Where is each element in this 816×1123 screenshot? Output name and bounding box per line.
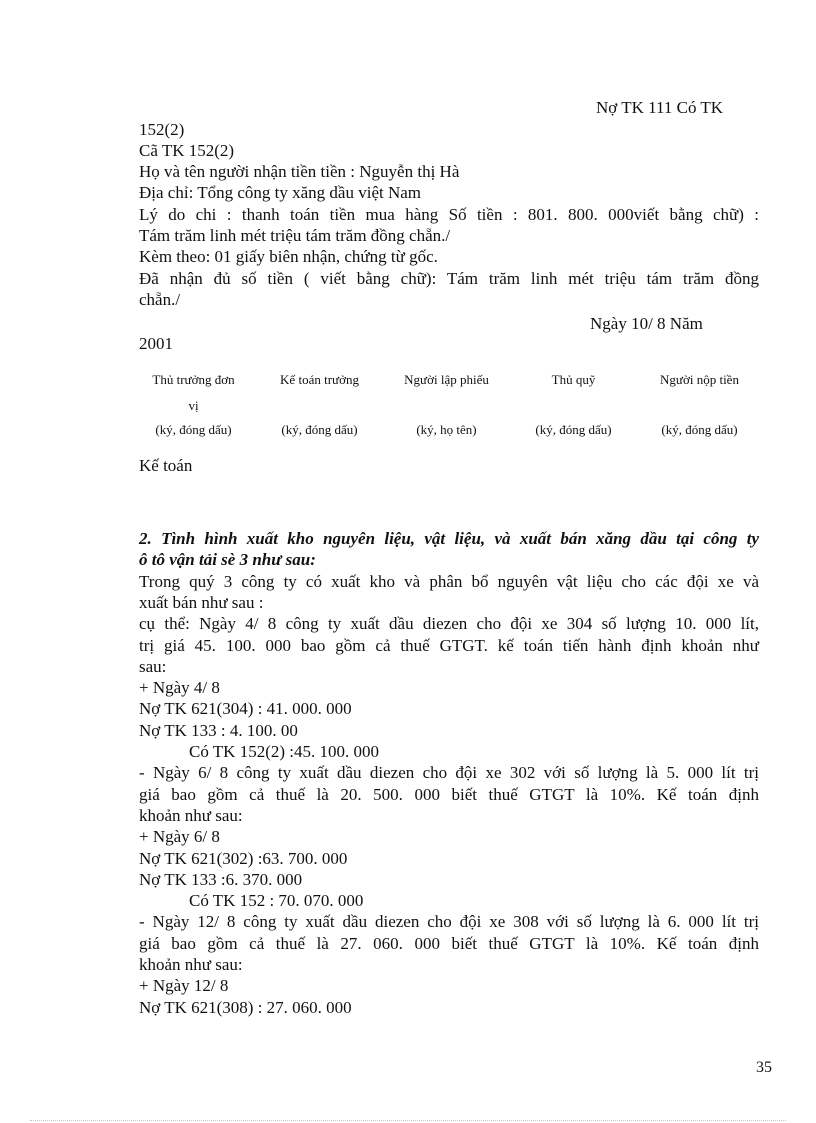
body-line-5: sau: <box>139 657 167 676</box>
signature-note: (ký, đóng dấu) <box>155 422 232 437</box>
body-line-4: trị giá 45. 100. 000 bao gồm cả thuế GTGT. kế toán tiến hành định khoản như <box>139 636 759 655</box>
signature-preparer <box>384 371 509 439</box>
section-heading-line-2: ô tô vận tải sè 3 như sau: <box>139 550 316 569</box>
attached-line: Kèm theo: 01 giấy biên nhận, chứng từ gốc. <box>139 247 438 266</box>
signature-note: (ký, đóng dấu) <box>281 422 358 437</box>
signature-cashier <box>511 371 636 439</box>
body-line-11: giá bao gồm cả thuế là 20. 500. 000 biết thuế GTGT là 10%. Kế toán định <box>139 785 759 804</box>
body-line-20: + Ngày 12/ 8 <box>139 976 229 995</box>
address-line: Địa chỉ: Tổng công ty xăng dầu việt Nam <box>139 183 422 202</box>
reason-line-1: Lý do chi : thanh toán tiền mua hàng Số tiền : 801. 800. 000viết bằng chữ) : <box>139 205 759 224</box>
body-line-2: xuất bán như sau : <box>139 593 264 612</box>
signature-payer <box>637 371 762 439</box>
page-divider <box>30 1120 786 1121</box>
signature-title: Kế toán trưởng <box>280 372 359 387</box>
recipient-line: Họ và tên người nhận tiền tiền : Nguyễn thị Hà <box>139 162 460 181</box>
year-line: 2001 <box>139 334 173 353</box>
body-line-8: Nợ TK 133 : 4. 100. 00 <box>139 721 298 740</box>
body-line-7: Nợ TK 621(304) : 41. 000. 000 <box>139 699 352 718</box>
date-line: Ngày 10/ 8 Năm <box>590 314 703 333</box>
signature-head-of-unit <box>131 371 256 439</box>
signature-title: Thủ quỹ <box>551 372 596 387</box>
body-line-12: khoản như sau: <box>139 806 243 825</box>
signature-title: Người lập phiếu <box>404 372 489 387</box>
received-line-1: Đã nhận đủ số tiền ( viết bằng chữ): Tám trăm linh mét triệu tám trăm đồng <box>139 269 759 288</box>
signature-note: (ký, họ tên) <box>416 422 477 437</box>
body-line-1: Trong quý 3 công ty có xuất kho và phân bổ nguyên vật liệu cho các đội xe và <box>139 572 759 591</box>
body-line-9: Có TK 152(2) :45. 100. 000 <box>189 742 379 761</box>
account-line-2: Cã TK 152(2) <box>139 141 235 160</box>
body-line-19: khoản như sau: <box>139 955 243 974</box>
signature-note: (ký, đóng dấu) <box>661 422 738 437</box>
section-heading-line-1: 2. Tình hình xuất kho nguyên liệu, vật liệu, và xuất bán xăng dầu tại công ty <box>139 529 759 548</box>
signature-title: Thủ trưởng đơn <box>152 372 235 387</box>
account-line-cont: 152(2) <box>139 120 185 139</box>
received-line-2: chẵn./ <box>139 290 181 309</box>
body-line-6: + Ngày 4/ 8 <box>139 678 220 697</box>
body-line-3: cụ thể: Ngày 4/ 8 công ty xuất dầu diezen cho đội xe 304 số lượng 10. 000 lít, <box>139 614 759 633</box>
body-line-10: - Ngày 6/ 8 công ty xuất dầu diezen cho đội xe 302 với số lượng là 5. 000 lít trị <box>139 763 759 782</box>
body-line-17: - Ngày 12/ 8 công ty xuất dầu diezen cho đội xe 308 với số lượng là 6. 000 lít trị <box>139 912 759 931</box>
signature-title-cont: vị <box>188 398 199 413</box>
accountant-footer: Kế toán <box>139 456 193 475</box>
page-number: 35 <box>756 1059 772 1076</box>
signature-note: (ký, đóng dấu) <box>535 422 612 437</box>
signature-chief-accountant <box>257 371 382 439</box>
body-line-14: Nợ TK 621(302) :63. 700. 000 <box>139 849 348 868</box>
account-line: Nợ TK 111 Có TK <box>596 98 724 117</box>
signature-title: Người nộp tiền <box>660 372 739 387</box>
body-line-16: Có TK 152 : 70. 070. 000 <box>189 891 364 910</box>
body-line-13: + Ngày 6/ 8 <box>139 827 220 846</box>
body-line-15: Nợ TK 133 :6. 370. 000 <box>139 870 303 889</box>
body-line-21: Nợ TK 621(308) : 27. 060. 000 <box>139 998 352 1017</box>
body-line-18: giá bao gồm cả thuế là 27. 060. 000 biết thuế GTGT là 10%. Kế toán định <box>139 934 759 953</box>
reason-line-2: Tám trăm linh mét triệu tám trăm đồng chẵn./ <box>139 226 451 245</box>
